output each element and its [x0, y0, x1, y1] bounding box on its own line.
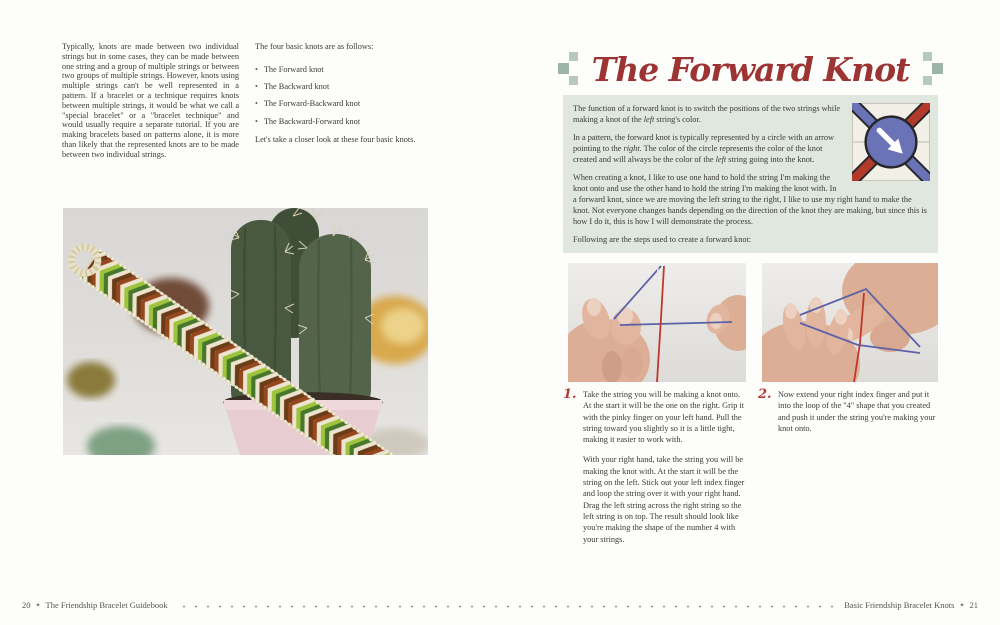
step-1-paragraph-1: Take the string you will be making a knot onto. At the start it will be the one on the right. Grip it with the pinky finger on your left hand. Pull the string toward you slightly so it is a little tight, making it easier to work with.: [583, 390, 745, 445]
step-1-number: 1.: [563, 387, 577, 402]
bullet-icon: •: [255, 64, 258, 74]
intro-paragraph-1: The function of a forward knot is to switch the positions of the two strings while making a knot of the left string's color.: [573, 104, 841, 124]
title-deco-squares-left-icon: [558, 52, 580, 86]
step-2: [758, 389, 940, 434]
footer-left: [22, 600, 168, 610]
bullet-icon: •: [255, 99, 258, 109]
page-title: The Forward Knot: [591, 49, 910, 89]
step-1-paragraph-2: With your right hand, take the string you will be making the knot with. At the start it will be the string on the left. Stick out your left index finger and loop the string over it with your right hand. Drag the left string across the right string so the left string is on top. The result should look like you're making the shape of the number 4 with your strings.: [583, 455, 745, 544]
section-title: Basic Friendship Bracelet Knots: [844, 600, 955, 610]
list-outro: Let's take a closer look at these four basic knots.: [255, 135, 416, 145]
diamond-separator-icon: ✦: [35, 602, 41, 609]
book-title: The Friendship Bracelet Guidebook: [45, 600, 168, 610]
intro-paragraph-2: In a pattern, the forward knot is typically represented by a circle with an arrow pointing to the right. The color of the circle represents the color of the knot created and will always be the color of the left string going into the knot.: [573, 133, 835, 164]
list-item-label: The Forward knot: [263, 64, 324, 74]
list-item-label: The Backward knot: [263, 82, 330, 92]
list-item: [255, 65, 439, 75]
diamond-separator-icon: ✦: [959, 602, 965, 609]
intro-paragraph-3: When creating a knot, I like to use one hand to hold the string I'm making the knot onto and use the other hand to hold the string I'm making the knot with. In a forward knot, since we are moving the left string to the right, I like to use my right hand to make the knot. Not everyone changes hands depending on the direction of the knot they are making, but since this is how I do it, this is how I will demonstrate the process.: [573, 173, 927, 226]
title-deco-squares-right-icon: [921, 52, 943, 86]
list-item-label: The Forward-Backward knot: [263, 99, 361, 109]
left-page-number: 20: [22, 600, 31, 610]
footer-right: [844, 600, 978, 610]
page-footer: [22, 598, 978, 612]
step-2-number: 2.: [758, 387, 772, 402]
intro-box: [563, 95, 938, 253]
list-intro: The four basic knots are as follows:: [255, 42, 374, 51]
chapter-title-block: [563, 46, 938, 92]
right-page-number: 21: [969, 600, 978, 610]
step1-photo: [568, 263, 746, 382]
left-intro-paragraph: Typically, knots are made between two individual strings but in some cases, they can be made between one string and a group of multiple strings or between two groups of multiple strings. However, knots using multiple strings can't be well represented in a pattern. If a bracelet or a technique requires knots between multiple strings, it would be what we call a "special bracelet" or a "bracelet technique" and would usually require a separate tutorial. If you are making bracelets based on patterns alone, it is more than likely that the represented knots are to be made between two individual strings.: [62, 42, 239, 159]
step-1: [563, 389, 749, 545]
list-item-label: The Backward-Forward knot: [263, 116, 361, 126]
bullet-icon: •: [255, 82, 258, 92]
intro-paragraph-4: Following are the steps used to create a forward knot:: [573, 235, 752, 244]
bracelet-cactus-photo: [63, 208, 428, 455]
bullet-icon: •: [255, 116, 258, 126]
forward-knot-symbol-icon: [852, 103, 930, 181]
list-item: [255, 82, 439, 92]
step2-photo: [762, 263, 938, 382]
list-item: [255, 99, 439, 109]
dotted-leader: [178, 605, 835, 608]
basic-knots-list: [255, 42, 439, 145]
list-item: [255, 117, 439, 127]
step-2-paragraph-1: Now extend your right index finger and put it into the loop of the "4" shape that you created and push it under the string you're making your knot onto.: [778, 390, 936, 433]
